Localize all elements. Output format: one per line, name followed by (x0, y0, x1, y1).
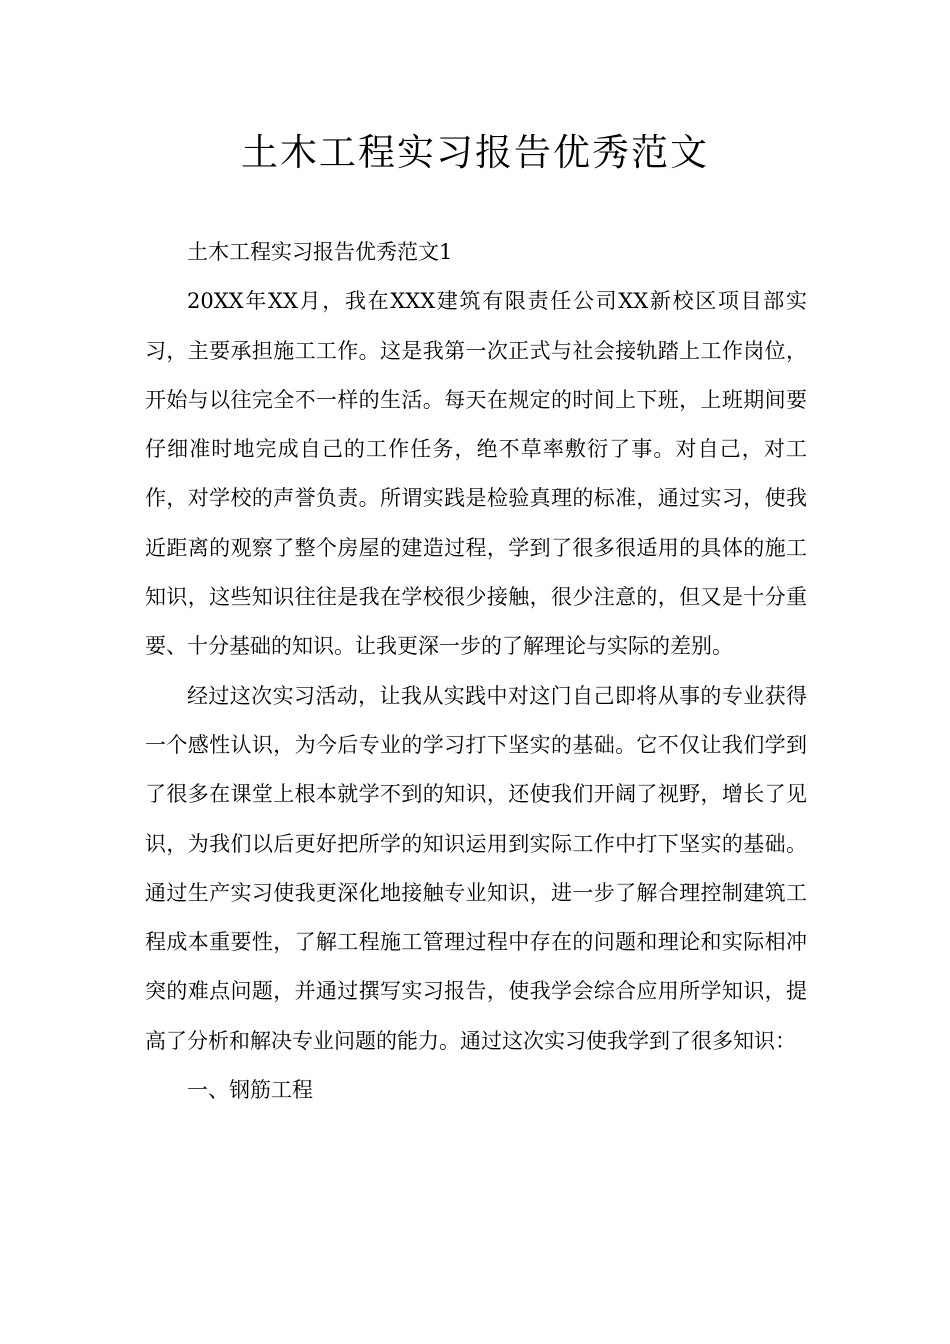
document-body (145, 228, 807, 1115)
document-title: 土木工程实习报告优秀范文 (241, 131, 709, 174)
section-heading: 一、钢筋工程 (187, 1078, 313, 1103)
essay-heading: 土木工程实习报告优秀范文1 (187, 240, 453, 264)
body-paragraph: 经过这次实习活动，让我从实践中对这门自己即将从事的专业获得一个感性认识，为今后专业的学习打下坚实的基础。它不仅让我们学到了很多在课堂上根本就学不到的知识，还使我们开阔了视野，增长了见识，为我们以后更好把所学的知识运用到实际工作中打下坚实的基础。通过生产实习使我更深化地接触专业知识，进一步了解合理控制建筑工程成本重要性，了解工程施工管理过程中存在的问题和理论和实际相冲突的难点问题，并通过撰写实习报告，使我学会综合应用所学知识，提高了分析和解决专业问题的能力。通过这次实习使我学到了很多知识： (145, 683, 807, 1053)
body-paragraph: 20XX年XX月，我在XXX建筑有限责任公司XX新校区项目部实习，主要承担施工工作。这是我第一次正式与社会接轨踏上工作岗位，开始与以往完全不一样的生活。每天在规定的时间上下班，上班期间要仔细准时地完成自己的工作任务，绝不草率敷衍了事。对自己，对工作，对学校的声誉负责。所谓实践是检验真理的标准，通过实习，使我近距离的观察了整个房屋的建造过程，学到了很多很适用的具体的施工知识，这些知识往往是我在学校很少接触，很少注意的，但又是十分重要、十分基础的知识。让我更深一步的了解理论与实际的差别。 (145, 289, 807, 659)
